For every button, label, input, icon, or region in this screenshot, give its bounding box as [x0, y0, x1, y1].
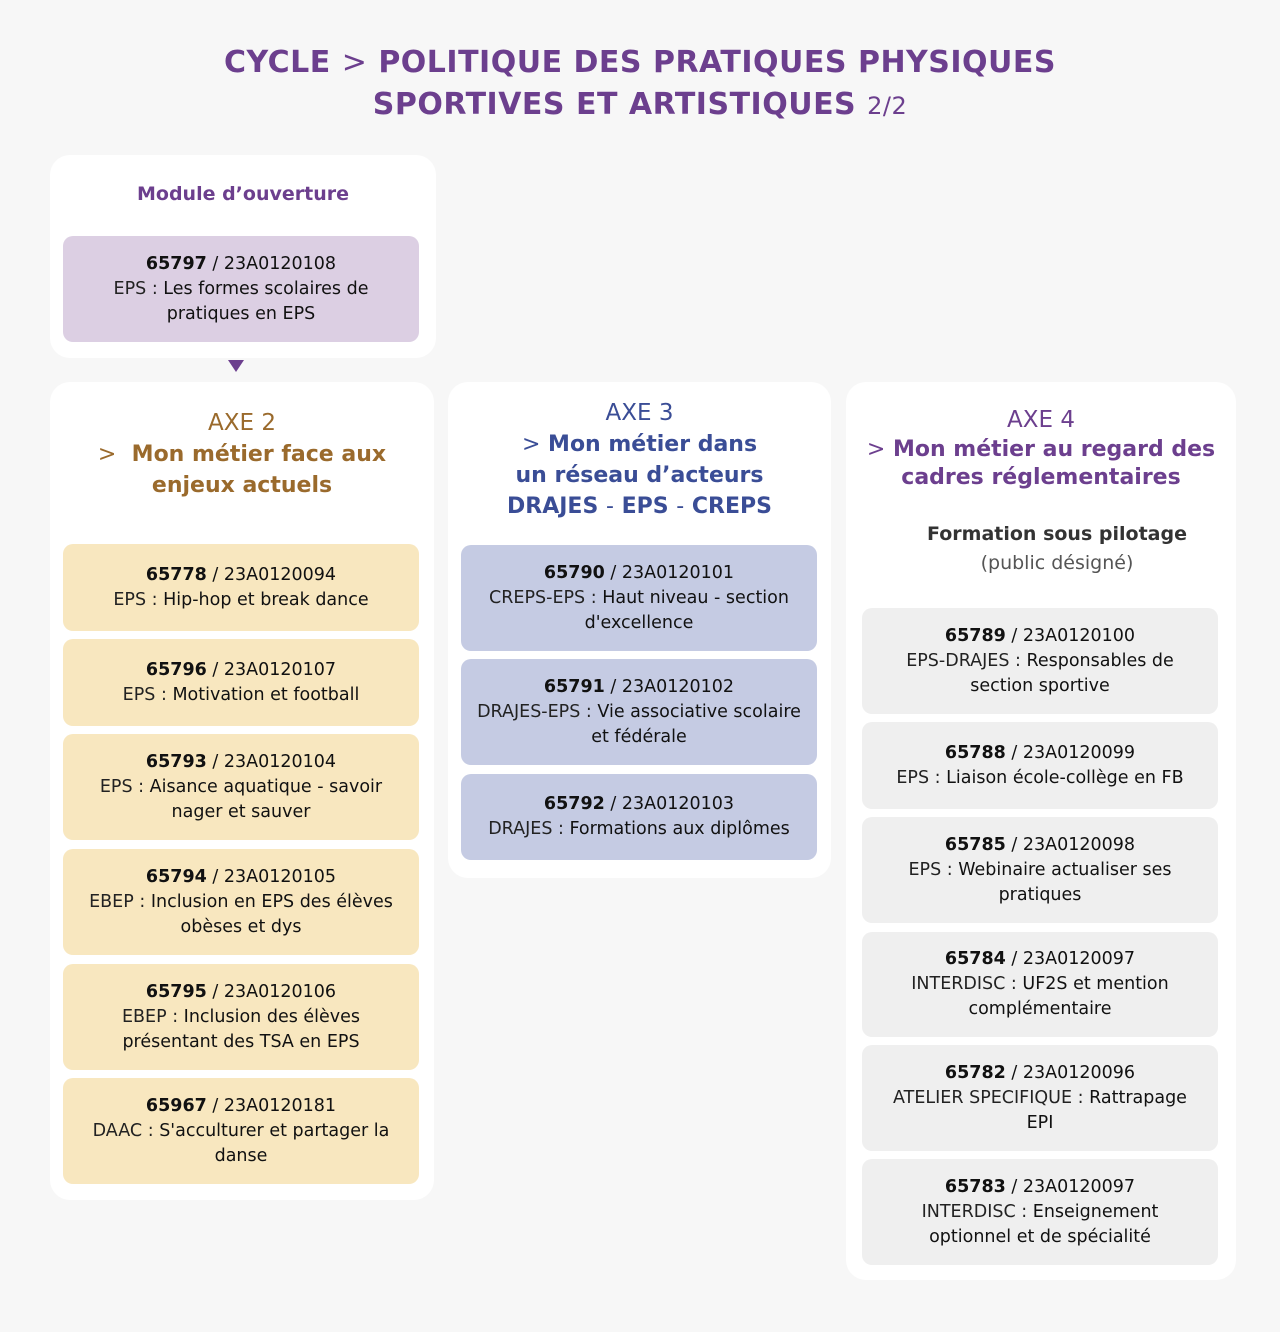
- axe4-note-title: Formation sous pilotage: [927, 523, 1187, 545]
- card-description: [477, 700, 801, 725]
- card-text-2: complémentaire: [968, 999, 1112, 1019]
- card-reference: 23A0120106: [223, 981, 337, 1002]
- axe4-subtitle-2: cadres réglementaires: [901, 465, 1181, 490]
- title-separator: >: [341, 45, 368, 80]
- card-prefix: EPS :: [908, 859, 953, 880]
- card-text-1: Inclusion des élèves: [183, 1006, 361, 1027]
- card-reference: 23A0120102: [621, 676, 735, 697]
- card-code: 65795: [145, 981, 207, 1002]
- card-prefix: CREPS-EPS :: [489, 587, 597, 608]
- axe2-subtitle-1: [50, 439, 434, 470]
- card-reference: 23A0120101: [621, 562, 735, 583]
- card-text-2: optionnel et de spécialité: [929, 1226, 1151, 1247]
- card-prefix: INTERDISC :: [921, 1201, 1028, 1222]
- axe2-label: AXE 2: [208, 410, 276, 436]
- card-code-line: [146, 1094, 336, 1119]
- card-prefix: ATELIER SPECIFIQUE :: [893, 1087, 1084, 1108]
- title-text-2: SPORTIVES ET ARTISTIQUES: [372, 87, 857, 122]
- card-code-line: [146, 658, 336, 683]
- card-reference: 23A0120103: [621, 794, 735, 814]
- axe4-subtitle-1: [846, 436, 1236, 464]
- card-slash: /: [1011, 742, 1018, 763]
- page-title: [0, 42, 1280, 127]
- card-code: 65797: [145, 253, 207, 274]
- card-prefix: EPS :: [113, 589, 158, 610]
- axe4-card[interactable]: [862, 608, 1218, 714]
- card-slash: /: [212, 751, 219, 772]
- axe2-card[interactable]: [63, 544, 419, 631]
- title-line-2: [0, 84, 1280, 127]
- card-description: [93, 1119, 390, 1144]
- axe4-label: AXE 4: [1007, 407, 1075, 433]
- card-reference: 23A0120099: [1022, 742, 1136, 763]
- card-text-2: et fédérale: [591, 726, 687, 747]
- card-code: 65789: [944, 625, 1006, 646]
- card-code-line: [146, 865, 336, 890]
- axe2-subtitle-2: enjeux actuels: [151, 473, 333, 498]
- card-prefix: DRAJES-EPS :: [477, 701, 592, 722]
- card-slash: /: [610, 676, 617, 697]
- title-line-1: [0, 42, 1280, 84]
- card-text-1: Aisance aquatique - savoir: [149, 776, 383, 797]
- card-slash: /: [1011, 1062, 1018, 1083]
- card-prefix: EBEP :: [121, 1006, 179, 1027]
- card-code: 65783: [944, 1176, 1006, 1197]
- axe2-card[interactable]: [63, 964, 419, 1070]
- axe2-card[interactable]: [63, 734, 419, 840]
- axe3-header: [448, 397, 831, 522]
- card-prefix: DAAC :: [92, 1120, 154, 1141]
- card-description: [909, 858, 1172, 883]
- card-reference: 23A0120096: [1022, 1062, 1136, 1083]
- card-code-line: [146, 980, 336, 1005]
- axe3-panel: [448, 382, 831, 878]
- axe2-chevron: >: [97, 442, 117, 467]
- card-code-line: [945, 741, 1135, 766]
- card-text-1: Formations aux diplômes: [569, 819, 790, 839]
- card-text-1: Motivation et football: [172, 684, 360, 705]
- card-description: [488, 817, 790, 842]
- card-description: [893, 1086, 1187, 1111]
- axe3-subtitle-3: [448, 491, 831, 522]
- card-code: 65796: [145, 659, 207, 680]
- card-reference: 23A0120105: [223, 866, 337, 887]
- axe3-subtitle-1: [448, 429, 831, 460]
- card-prefix: EPS :: [122, 684, 167, 705]
- card-text-2: section sportive: [970, 675, 1110, 696]
- card-text-1: UF2S et mention: [1022, 974, 1169, 994]
- axe4-subtitle-text-1: Mon métier au regard des: [892, 437, 1216, 462]
- card-prefix: DRAJES :: [488, 819, 564, 839]
- card-slash: /: [610, 794, 617, 814]
- card-text-1: Rattrapage: [1089, 1087, 1187, 1108]
- card-slash: /: [212, 866, 219, 887]
- card-reference: 23A0120094: [223, 564, 337, 585]
- axe4-card[interactable]: [862, 1159, 1218, 1265]
- card-code: 65791: [543, 676, 605, 697]
- card-code: 65782: [944, 1062, 1006, 1083]
- card-code-line: [945, 1061, 1135, 1086]
- card-slash: /: [1011, 834, 1018, 855]
- card-code: 65784: [944, 949, 1006, 969]
- card-description: [100, 775, 382, 800]
- card-reference: 23A0120098: [1022, 834, 1136, 855]
- card-code: 65790: [543, 562, 605, 583]
- axe4-card[interactable]: [862, 932, 1218, 1037]
- axe3-chevron: >: [521, 432, 541, 457]
- card-code-line: [544, 792, 734, 817]
- card-text-2: présentant des TSA en EPS: [122, 1031, 360, 1052]
- axe4-note: [862, 520, 1252, 578]
- card-reference: 23A0120181: [223, 1095, 337, 1116]
- card-prefix: EPS :: [113, 278, 158, 299]
- axe3-card[interactable]: [461, 545, 817, 651]
- card-code: 65792: [543, 794, 605, 814]
- card-slash: /: [212, 981, 219, 1002]
- card-code-line: [945, 947, 1135, 972]
- axe3-subtitle-2: un réseau d’acteurs: [515, 463, 764, 488]
- axe2-card[interactable]: [63, 639, 419, 726]
- axe4-card[interactable]: [862, 1045, 1218, 1151]
- card-text-1: S'acculturer et partager la: [159, 1120, 390, 1141]
- axe3-label: AXE 3: [605, 400, 674, 426]
- card-text-1: Les formes scolaires de: [163, 278, 369, 299]
- card-text-1: Responsables de: [1026, 650, 1174, 671]
- card-reference: 23A0120107: [223, 659, 337, 680]
- card-description: [113, 588, 368, 613]
- card-code-line: [146, 750, 336, 775]
- card-code: 65778: [145, 564, 207, 585]
- card-reference: 23A0120100: [1022, 625, 1136, 646]
- axe3-subtitle-text-1: Mon métier dans: [548, 432, 758, 457]
- card-description: [123, 683, 360, 708]
- card-code: 65788: [944, 742, 1006, 763]
- axe3-actor-creps: CREPS: [691, 494, 772, 519]
- card-prefix: INTERDISC :: [911, 974, 1017, 994]
- card-code-line: [945, 1175, 1135, 1200]
- card-code-line: [146, 563, 336, 588]
- card-prefix: EPS-DRAJES :: [906, 650, 1021, 671]
- axe4-card[interactable]: [862, 722, 1218, 809]
- card-code: 65793: [145, 751, 207, 772]
- card-text-1: Hip-hop et break dance: [163, 589, 369, 610]
- card-reference: 23A0120104: [223, 751, 337, 772]
- card-reference: 23A0120108: [223, 253, 337, 274]
- axe4-note-subtitle: (public désigné): [980, 552, 1134, 574]
- title-text-1: POLITIQUE DES PRATIQUES PHYSIQUES: [378, 45, 1057, 80]
- axe4-panel: [846, 382, 1236, 1280]
- card-description: [922, 1200, 1159, 1225]
- card-slash: /: [1011, 949, 1018, 969]
- axe3-dash-2: -: [676, 494, 685, 519]
- card-description: [114, 277, 369, 302]
- title-cycle: CYCLE: [223, 45, 331, 80]
- opening-title: Module d’ouverture: [136, 183, 349, 205]
- card-code-line: [945, 833, 1135, 858]
- card-text-2: d'excellence: [584, 612, 694, 633]
- card-code: 65967: [145, 1095, 207, 1116]
- card-slash: /: [1011, 1176, 1018, 1197]
- axe4-header: [846, 404, 1236, 492]
- card-code-line: [544, 675, 734, 700]
- card-description: [489, 586, 789, 611]
- card-text-2: nager et sauver: [171, 801, 311, 822]
- card-text-2: obèses et dys: [180, 916, 302, 937]
- axe2-card[interactable]: [63, 1078, 419, 1184]
- card-slash: /: [212, 564, 219, 585]
- opening-panel: [50, 155, 436, 358]
- card-text-1: Enseignement: [1032, 1201, 1159, 1222]
- card-description: [896, 766, 1183, 791]
- card-description: [122, 1005, 360, 1030]
- arrow-down-icon: [228, 360, 244, 372]
- card-description: [89, 890, 393, 915]
- card-prefix: EBEP :: [89, 891, 146, 912]
- card-text-2: pratiques en EPS: [166, 303, 316, 324]
- card-slash: /: [212, 1095, 219, 1116]
- card-prefix: EPS :: [896, 767, 941, 788]
- axe3-actor-drajes: DRAJES: [507, 494, 599, 519]
- axe3-card[interactable]: [461, 774, 817, 860]
- axe2-panel: [50, 382, 434, 1200]
- axe3-card[interactable]: [461, 659, 817, 765]
- card-text-1: Liaison école-collège en FB: [946, 767, 1184, 788]
- title-fraction: 2/2: [867, 92, 908, 120]
- card-reference: 23A0120097: [1022, 1176, 1136, 1197]
- card-code: 65794: [145, 866, 207, 887]
- card-description: [911, 972, 1168, 997]
- axe4-card[interactable]: [862, 817, 1218, 923]
- axe2-header: [50, 407, 434, 501]
- card-text-2: danse: [214, 1145, 268, 1166]
- card-prefix: EPS :: [99, 776, 145, 797]
- card-text-2: pratiques: [998, 884, 1082, 905]
- axe2-card[interactable]: [63, 849, 419, 955]
- card-code-line: [544, 561, 734, 586]
- card-text-1: Webinaire actualiser ses: [958, 859, 1172, 880]
- card-code: 65785: [944, 834, 1006, 855]
- axe3-dash-1: -: [605, 494, 614, 519]
- card-description: [906, 649, 1174, 674]
- card-text-1: Vie associative scolaire: [597, 701, 801, 722]
- card-slash: /: [212, 253, 219, 274]
- card-text-2: EPI: [1026, 1112, 1054, 1133]
- card-text-1: Inclusion en EPS des élèves: [150, 891, 393, 912]
- card-code-line: [146, 252, 336, 277]
- opening-card[interactable]: [63, 236, 419, 342]
- axe3-actor-eps: EPS: [621, 494, 669, 519]
- card-slash: /: [1011, 625, 1018, 646]
- card-slash: /: [610, 562, 617, 583]
- card-reference: 23A0120097: [1022, 949, 1136, 969]
- axe4-chevron: >: [866, 437, 886, 462]
- card-text-1: Haut niveau - section: [602, 587, 789, 608]
- card-slash: /: [212, 659, 219, 680]
- card-code-line: [945, 624, 1135, 649]
- axe2-subtitle-text-1: Mon métier face aux: [131, 442, 387, 467]
